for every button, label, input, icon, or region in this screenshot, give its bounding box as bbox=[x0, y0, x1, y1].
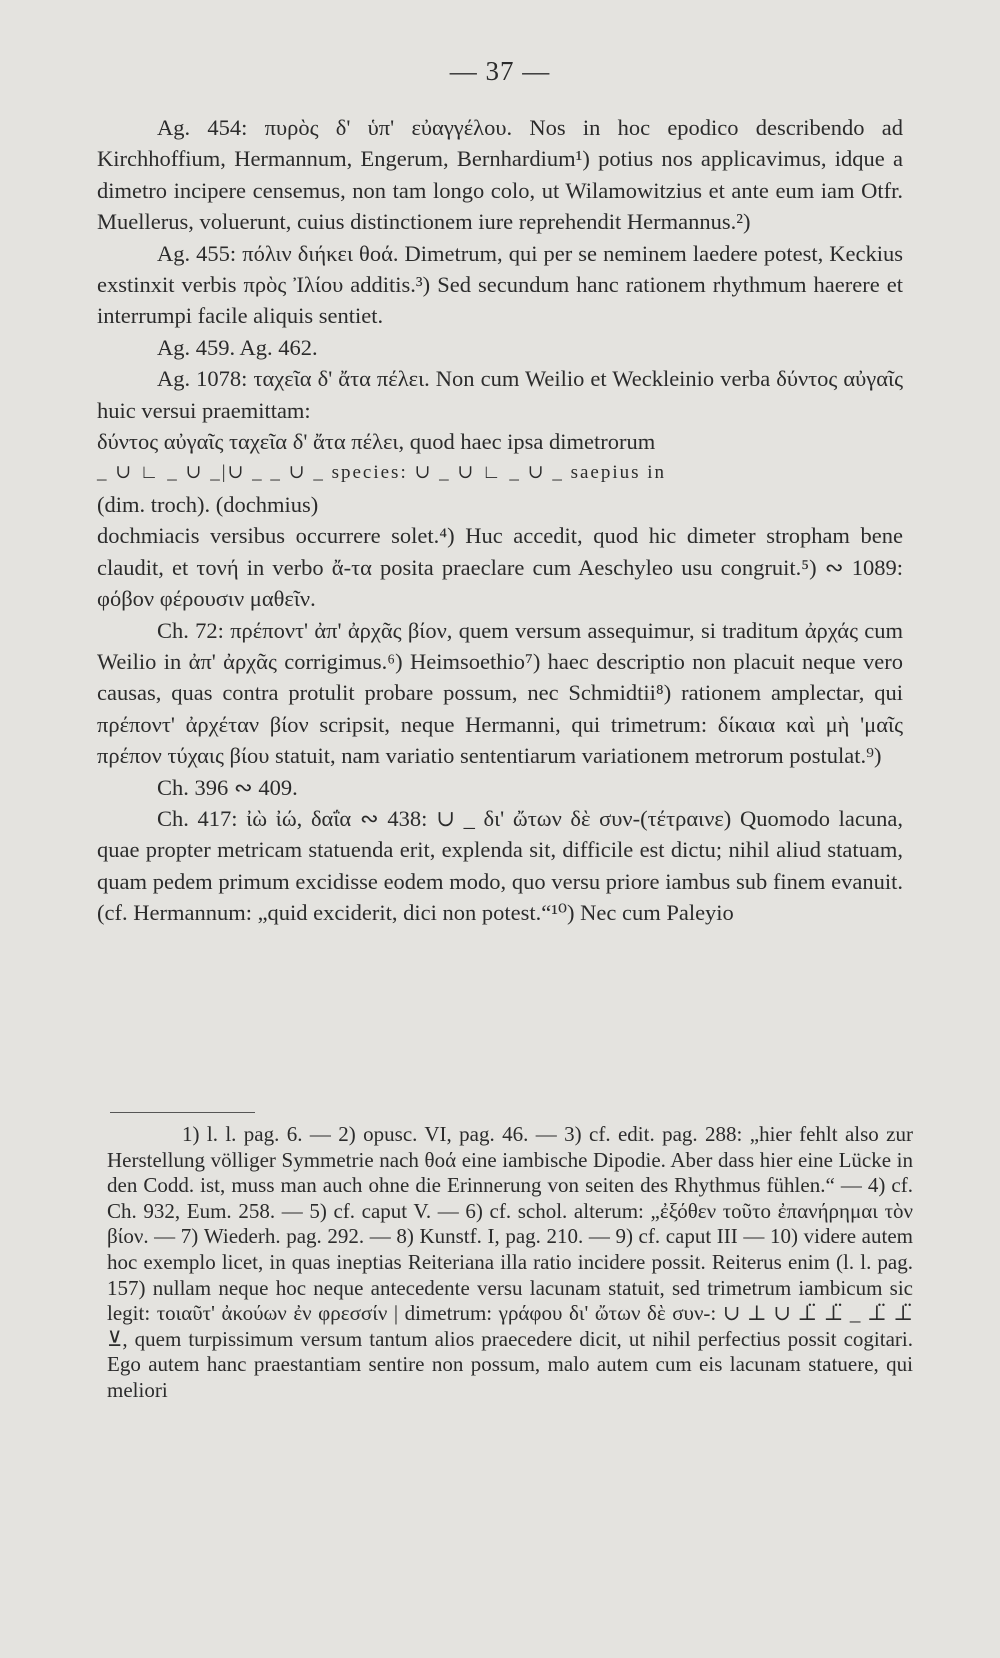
paragraph: Ch. 417: ἰὼ ἰώ, δαΐα ∾ 438: ∪ _ δι' ὤτων δὲ συν-(τέτραινε) Quomodo lacuna, quae propter metricam statuenda erit, explenda sit, difficile est dictu; nihil aliud statuam, quam pedem primum excidisse eodem modo, quo versu priore iambus sub finem evanuit. (cf. Hermannum: „quid exciderit, dici non potest.“¹⁰) Nec cum Paleyio bbox=[97, 805, 903, 926]
paragraph: Ag. 459. Ag. 462. bbox=[157, 334, 318, 360]
paragraph: Ag. 455: πόλιν διήκει θοά. Dimetrum, qui per se neminem laedere potest, Keckius exstinxit verbis πρὸς Ἰλίου additis.³) Sed secundum hanc rationem rhythmum haerere et interrumpi facile aliquis sentiet. bbox=[97, 240, 903, 329]
paragraph: dochmiacis versibus occurrere solet.⁴) Huc accedit, quod hic dimeter stropham bene claudit, et τονή in verbo ἄ-τα posita praeclare cum Aeschyleo usu congruit.⁵) ∾ 1089: φόβον φέρουσιν μαθεῖν. bbox=[97, 523, 903, 612]
paragraph: Ag. 454: πυρὸς δ' ὑπ' εὐαγγέλου. Nos in hoc epodico describendo ad Kirchhoffium, Hermannum, Engerum, Bernhardium¹) potius nos applicavimus, idque a dimetro incipere censemus, non tam longo colo, ut Wilamowitzius et ante eum iam Otfr. Muellerus, voluerunt, cuius distinctionem iure reprehendit Hermannus.²) bbox=[97, 115, 903, 235]
main-text bbox=[97, 112, 903, 929]
footnote-text: 1) l. l. pag. 6. — 2) opusc. VI, pag. 46. — 3) cf. edit. pag. 288: „hier fehlt also zur Herstellung völliger Symmetrie nach θοά eine iambische Dipodie. Aber dass hier eine Lücke in den Codd. ist, muss man auch ohne die Erinnerung von seiten des Rhythmus fühlen.“ — 4) cf. Ch. 932, Eum. 258. — 5) cf. caput V. — 6) cf. schol. alterum: „ἐξόθεν τοῦτο ἐπανήρημαι τὸν βίον. — 7) Wiederh. pag. 292. — 8) Kunstf. I, pag. 210. — 9) cf. caput III — 10) videre autem hoc exemplo licet, in quas ineptias Reiteriana illa ratio incidere possit. Reiterus enim (l. l. pag. 157) nullam neque hoc neque antecedente versu lacunam statuit, sed trimetrum iambicum sic legit: τοιαῦτ' ἀκούων ἐν φρεσσίν | dimetrum: γράφου δι' ὤτων δὲ συν-: ∪ ⊥ ∪ ⊥̈ ⊥̈ _ ⊥̈ ⊥̈ ⊻, quem turpissimum versum tantum alios praecedere dicit, ut nihil perfectius possit cogitari. Ego autem hanc praestantiam sentire non possum, malo autem cum eis lacunam statuere, qui meliori bbox=[107, 1122, 913, 1402]
metrical-scheme: _ ∪ ∟ _ ∪ _|∪ _ _ ∪ _ species: ∪ _ ∪ ∟ _ ∪ _ saepius in bbox=[97, 462, 667, 484]
paragraph: δύντος αὐγαῖς ταχεῖα δ' ἄτα πέλει, quod haec ipsa dimetrorum bbox=[97, 429, 656, 455]
metrical-labels: (dim. troch). (dochmius) bbox=[97, 491, 319, 517]
footnotes bbox=[107, 1122, 913, 1404]
page-number: — 37 — bbox=[449, 56, 551, 86]
footnote-rule bbox=[110, 1112, 255, 1113]
paragraph: Ch. 72: πρέποντ' ἀπ' ἀρχᾶς βίον, quem versum assequimur, si traditum ἀρχάς cum Weilio in ἀπ' ἀρχᾶς corrigimus.⁶) Heimsoethio⁷) haec descriptio non placuit neque vero causas, quas contra protulit probare possum, nec Schmidtii⁸) rationem amplectar, qui πρέποντ' ἀρχέταν βίον scripsit, neque Hermanni, qui trimetrum: δίκαια καὶ μὴ 'μαῖς πρέπον τύχαις βίου statuit, nam variatio sententiarum variationem metrorum postulat.⁹) bbox=[97, 617, 903, 769]
paragraph: Ag. 1078: ταχεῖα δ' ἄτα πέλει. Non cum Weilio et Weckleinio verba δύντος αὐγαῖς huic versui praemittam: bbox=[97, 366, 903, 423]
paragraph: Ch. 396 ∾ 409. bbox=[157, 774, 298, 800]
